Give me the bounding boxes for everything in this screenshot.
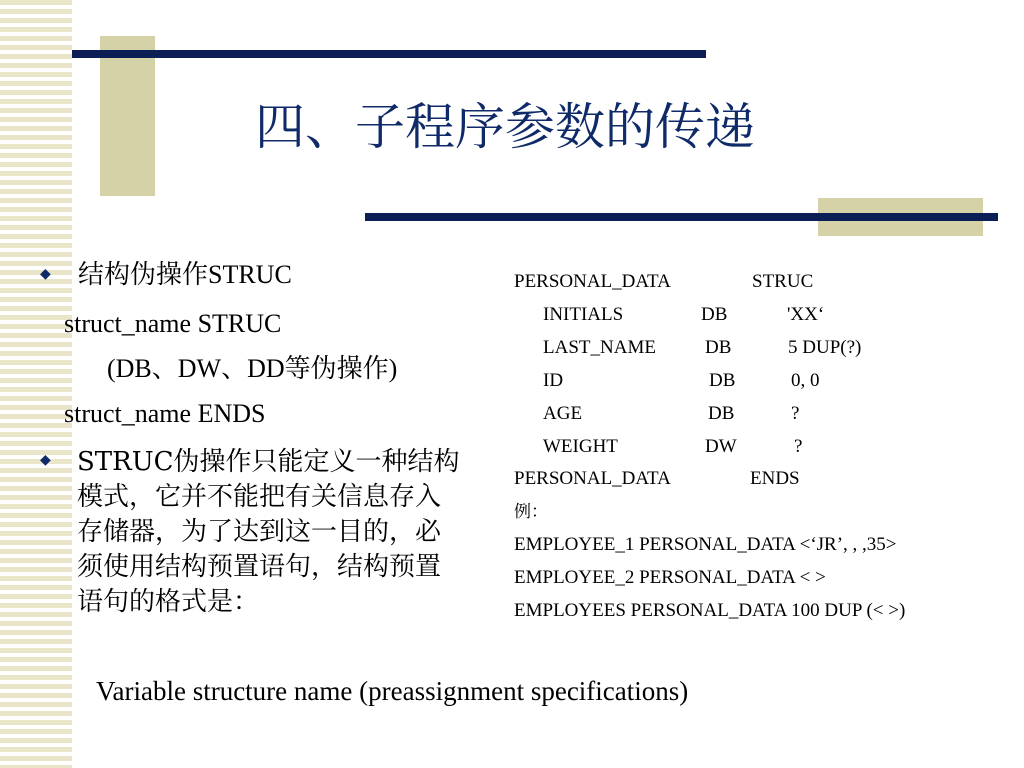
field-value: 0, 0 [791,370,820,391]
diamond-bullet-icon: ◆ [40,267,51,282]
struc-name: PERSONAL_DATA [514,271,671,292]
field-row [543,303,824,327]
field-name: WEIGHT [543,436,618,457]
field-value: ? [794,436,803,457]
top-rule [72,50,706,58]
field-row [543,402,799,426]
striped-margin [0,0,72,768]
ends-keyword: ENDS [750,468,800,489]
field-value: ? [791,403,800,424]
field-type: DB [701,304,728,325]
field-row [543,435,802,459]
field-name: ID [543,370,564,391]
struct-line: struct_name STRUC [64,309,282,338]
slide-title: 四、子程序参数的传递 [255,98,755,156]
bullet2-text: STRUC伪操作只能定义一种结构模式，它并不能把有关信息存入存储器，为了达到这一目的，必须使用结构预置语句，结构预置语句的格式是： [77,447,460,617]
ends-line: struct_name ENDS [64,399,266,428]
field-name: AGE [543,403,583,424]
example-line: EMPLOYEE_2 PERSONAL_DATA < > [514,567,826,588]
field-type: DB [708,403,735,424]
field-row [543,336,861,360]
struc-footer-row [514,467,800,491]
field-value: 5 DUP(?) [788,337,862,358]
field-type: DW [705,436,737,457]
struc-keyword: STRUC [752,271,814,292]
field-name: INITIALS [543,304,624,325]
field-type: DB [709,370,736,391]
bottom-rule [365,213,998,221]
example-label: 例： [514,502,548,522]
format-statement: Variable structure name (preassignment specifications) [96,676,689,706]
pseudo-ops-line: (DB、DW、DD等伪操作) [107,354,398,383]
struc-header-row [514,270,813,294]
accent-block-vertical [100,36,155,196]
diamond-bullet-icon: ◆ [40,453,51,468]
example-line: EMPLOYEES PERSONAL_DATA 100 DUP (< >) [514,600,906,621]
field-type: DB [705,337,732,358]
field-value: 'XX‘ [787,304,825,325]
struc-name: PERSONAL_DATA [514,468,671,489]
bullet1-text: 结构伪操作STRUC [78,260,292,289]
field-row [543,369,820,393]
example-line: EMPLOYEE_1 PERSONAL_DATA <‘JR’, , ,35> [514,534,897,555]
field-name: LAST_NAME [543,337,656,358]
